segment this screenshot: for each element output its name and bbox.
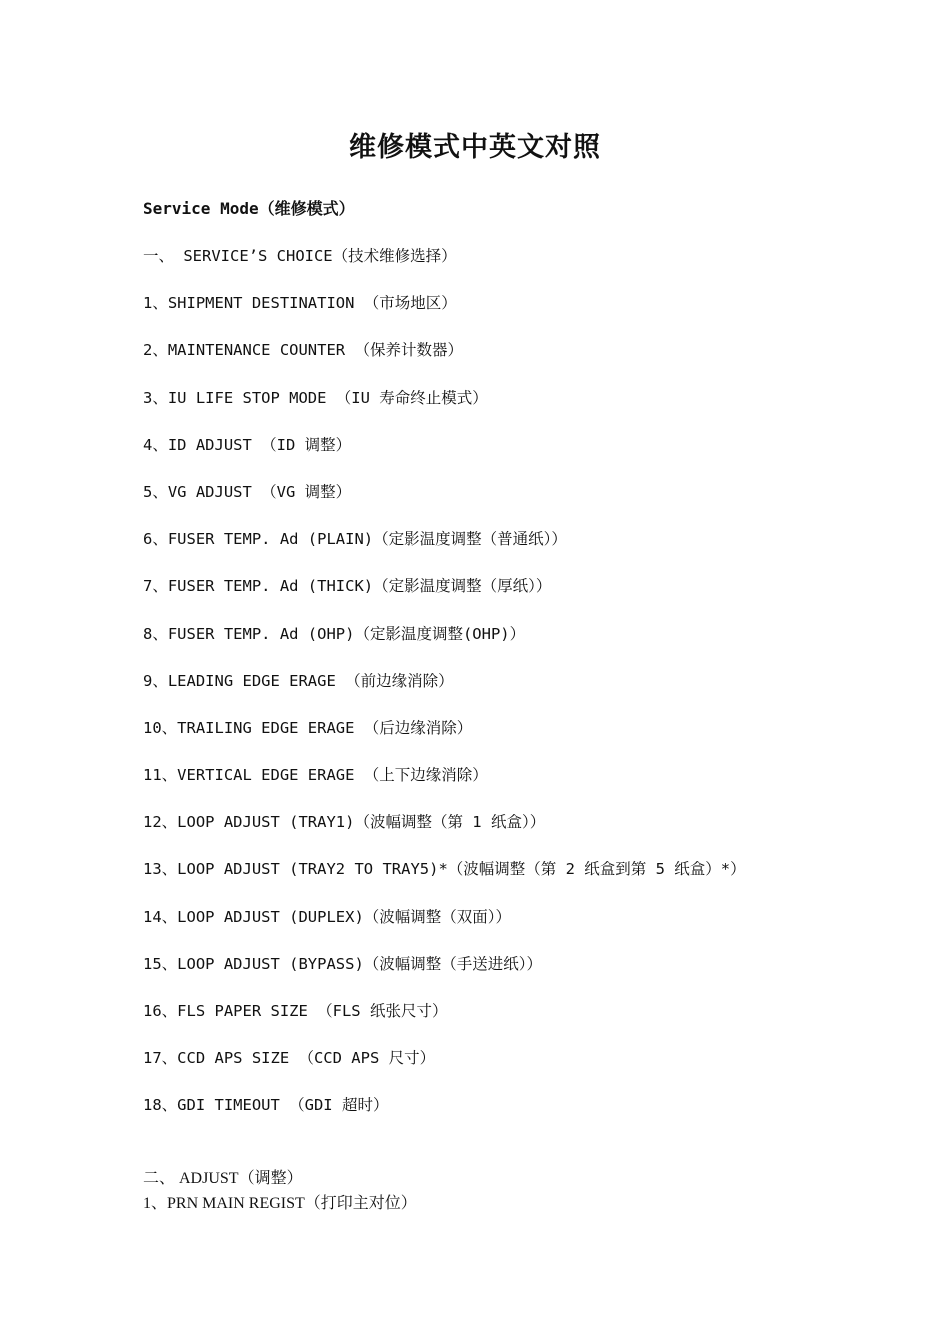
list-item: 18、GDI TIMEOUT （GDI 超时） — [143, 1096, 389, 1115]
list-item: 15、LOOP ADJUST (BYPASS)（波幅调整（手送进纸）） — [143, 954, 543, 973]
list-item: 1、SHIPMENT DESTINATION （市场地区） — [143, 294, 457, 313]
page-title: 维修模式中英文对照 — [349, 132, 601, 163]
list-item: 3、IU LIFE STOP MODE （IU 寿命终止模式） — [143, 388, 488, 407]
document-subtitle: Service Mode（维修模式） — [143, 199, 355, 218]
list-item: 9、LEADING EDGE ERAGE （前边缘消除） — [143, 671, 454, 690]
list-item: 1、PRN MAIN REGIST（打印主对位） — [143, 1195, 417, 1212]
section-adjust — [143, 1166, 417, 1216]
section-heading: 一、 SERVICE’S CHOICE（技术维修选择） — [143, 247, 457, 265]
list-item: 7、FUSER TEMP. Ad (THICK)（定影温度调整（厚纸）） — [143, 577, 552, 596]
list-item: 5、VG ADJUST （VG 调整） — [143, 482, 352, 501]
list-item: 12、LOOP ADJUST (TRAY1)（波幅调整（第 1 纸盒）） — [143, 813, 546, 832]
list-item: 10、TRAILING EDGE ERAGE （后边缘消除） — [143, 718, 473, 737]
list-item: 4、ID ADJUST （ID 调整） — [143, 435, 352, 454]
list-item: 8、FUSER TEMP. Ad (OHP)（定影温度调整(OHP)） — [143, 624, 526, 643]
list-item: 14、LOOP ADJUST (DUPLEX)（波幅调整（双面）） — [143, 907, 512, 926]
list-item: 16、FLS PAPER SIZE （FLS 纸张尺寸） — [143, 1002, 448, 1020]
list-item: 13、LOOP ADJUST (TRAY2 TO TRAY5)*（波幅调整（第 2 纸盒到第 5 纸盒）*） — [143, 860, 746, 879]
list-item: 11、VERTICAL EDGE ERAGE （上下边缘消除） — [143, 766, 488, 785]
section-services-choice — [143, 243, 746, 1140]
section-heading: 二、 ADJUST（调整） — [143, 1170, 303, 1187]
list-item: 17、CCD APS SIZE （CCD APS 尺寸） — [143, 1049, 436, 1068]
list-item: 6、FUSER TEMP. Ad (PLAIN)（定影温度调整（普通纸）） — [143, 530, 567, 549]
list-item: 2、MAINTENANCE COUNTER （保养计数器） — [143, 341, 463, 360]
